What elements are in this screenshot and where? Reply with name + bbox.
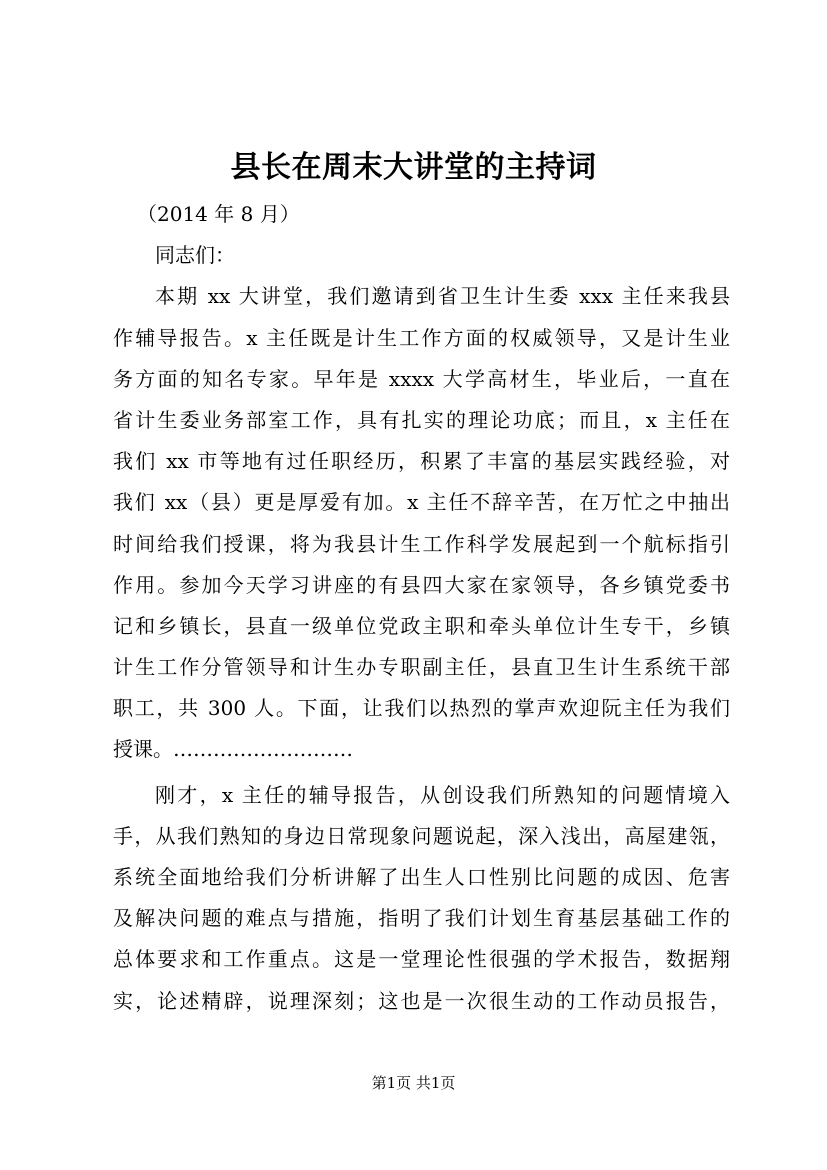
paragraph-line: 实，论述精辟，说理深刻；这也是一次很生动的工作动员报告， <box>113 988 730 1013</box>
paragraph-line: 务方面的知名专家。早年是 xxxx 大学高材生，毕业后，一直在 <box>113 366 730 391</box>
paragraph-line: 及解决问题的难点与措施，指明了我们计划生育基层基础工作的 <box>113 906 730 931</box>
paragraph-line: 我们 xx（县）更是厚爱有加。x 主任不辞辛苦，在万忙之中抽出 <box>113 490 730 515</box>
paragraph-line: 手，从我们熟知的身边日常现象问题说起，深入浅出，高屋建瓴， <box>113 823 730 848</box>
paragraph-line: 作用。参加今天学习讲座的有县四大家在家领导，各乡镇党委书 <box>113 572 730 597</box>
paragraph-line: 时间给我们授课，将为我县计生工作科学发展起到一个航标指引 <box>113 531 730 556</box>
paragraph-1 <box>113 276 730 770</box>
salutation: 同志们： <box>155 243 235 268</box>
paragraph-line: 计生工作分管领导和计生办专职副主任，县直卫生计生系统干部 <box>113 655 730 680</box>
paragraph-line: 省计生委业务部室工作，具有扎实的理论功底；而且，x 主任在 <box>113 407 730 432</box>
document-body <box>113 194 730 1022</box>
paragraph-line: 我们 xx 市等地有过任职经历，积累了丰富的基层实践经验，对 <box>113 449 730 474</box>
paragraph-line: 本期 xx 大讲堂，我们邀请到省卫生计生委 xxx 主任来我县 <box>155 284 730 309</box>
paragraph-line: 授课。……………………… <box>113 737 353 762</box>
paragraph-line: 总体要求和工作重点。这是一堂理论性很强的学术报告，数据翔 <box>113 947 730 972</box>
paragraph-line: 记和乡镇长，县直一级单位党政主职和牵头单位计生专干，乡镇 <box>113 613 730 638</box>
paragraph-2 <box>113 775 730 1022</box>
document-date: （2014 年 8 月） <box>137 202 300 226</box>
paragraph-line: 系统全面地给我们分析讲解了出生人口性别比问题的成因、危害 <box>113 865 730 889</box>
document-title: 县长在周末大讲堂的主持词 <box>230 150 597 185</box>
paragraph-line: 刚才，x 主任的辅导报告，从创设我们所熟知的问题情境入 <box>155 782 730 807</box>
paragraph-line: 职工，共 300 人。下面，让我们以热烈的掌声欢迎阮主任为我们 <box>113 696 730 721</box>
page-footer: 第1页 共1页 <box>371 1074 456 1092</box>
paragraph-line: 作辅导报告。x 主任既是计生工作方面的权威领导，又是计生业 <box>113 325 730 350</box>
